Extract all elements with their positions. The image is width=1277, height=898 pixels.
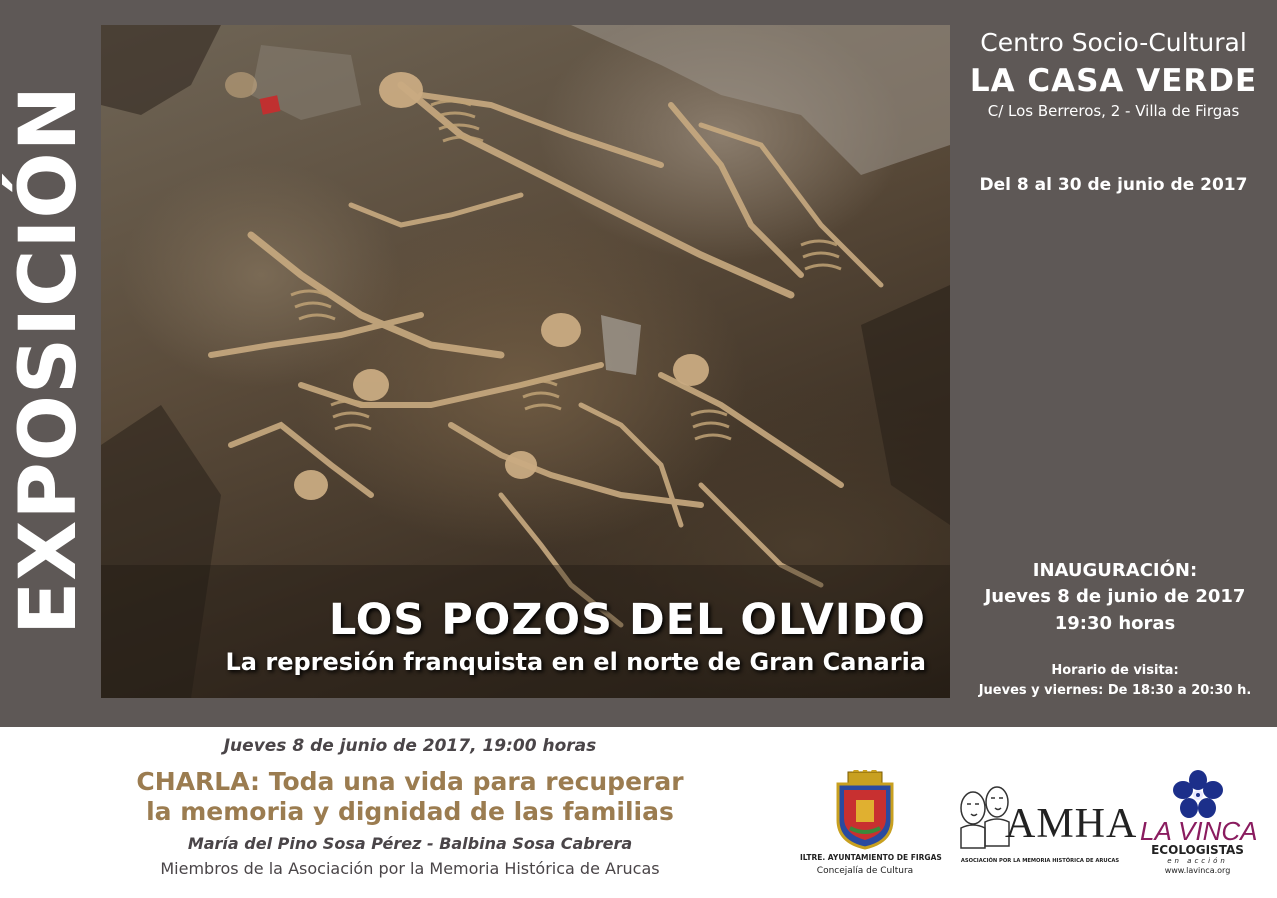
amha-logo: [955, 780, 1138, 875]
amha-name: AMHA: [1005, 801, 1138, 847]
inauguration-time: 19:30 horas: [1054, 613, 1176, 634]
inauguration-date: Jueves 8 de junio de 2017: [984, 586, 1246, 607]
lavinca-logo: [1140, 768, 1270, 888]
exhibition-subtitle: La represión franquista en el norte de Gran Canaria: [225, 648, 926, 676]
schedule-detail: Jueves y viernes: De 18:30 a 20:30 h.: [978, 683, 1252, 698]
exhibition-dates: Del 8 al 30 de junio de 2017: [979, 175, 1248, 195]
exhibition-title: LOS POZOS DEL OLVIDO: [328, 595, 926, 645]
lavinca-ecologistas: ECOLOGISTAS: [1151, 843, 1244, 857]
lavinca-name: LA VINCA: [1140, 816, 1258, 846]
firgas-council-name: ILTRE. AYUNTAMIENTO DE FIRGAS: [800, 853, 942, 862]
talk-title-line2: la memoria y dignidad de las familias: [146, 797, 674, 826]
venue-type: Centro Socio-Cultural: [980, 28, 1247, 57]
venue-address: C/ Los Berreros, 2 - Villa de Firgas: [987, 102, 1240, 120]
amha-tagline: ASOCIACIÓN POR LA MEMORIA HISTÓRICA DE ARUCAS: [960, 858, 1120, 864]
schedule-heading: Horario de visita:: [1051, 663, 1179, 678]
talk-speakers: María del Pino Sosa Pérez - Balbina Sosa Cabrera: [187, 834, 633, 853]
blue-flower-icon: [1173, 770, 1223, 818]
venue-name: LA CASA VERDE: [969, 63, 1258, 99]
excavation-photo: [101, 25, 950, 698]
inauguration-heading: INAUGURACIÓN:: [1032, 560, 1198, 581]
coat-of-arms-icon: [800, 770, 930, 850]
talk-date: Jueves 8 de junio de 2017, 19:00 horas: [223, 736, 597, 756]
firgas-department: Concejalía de Cultura: [816, 866, 914, 876]
vertical-title: [2, 25, 96, 695]
speakers-affiliation: Miembros de la Asociación por la Memoria Histórica de Arucas: [160, 859, 660, 878]
exhibition-heading: EXPOSICIÓN: [4, 85, 95, 635]
lavinca-url: www.lavinca.org: [1164, 866, 1231, 875]
talk-title-line1: CHARLA: Toda una vida para recuperar: [136, 767, 684, 796]
firgas-council-logo: [800, 770, 942, 885]
lavinca-tagline: en acción: [1167, 857, 1228, 865]
